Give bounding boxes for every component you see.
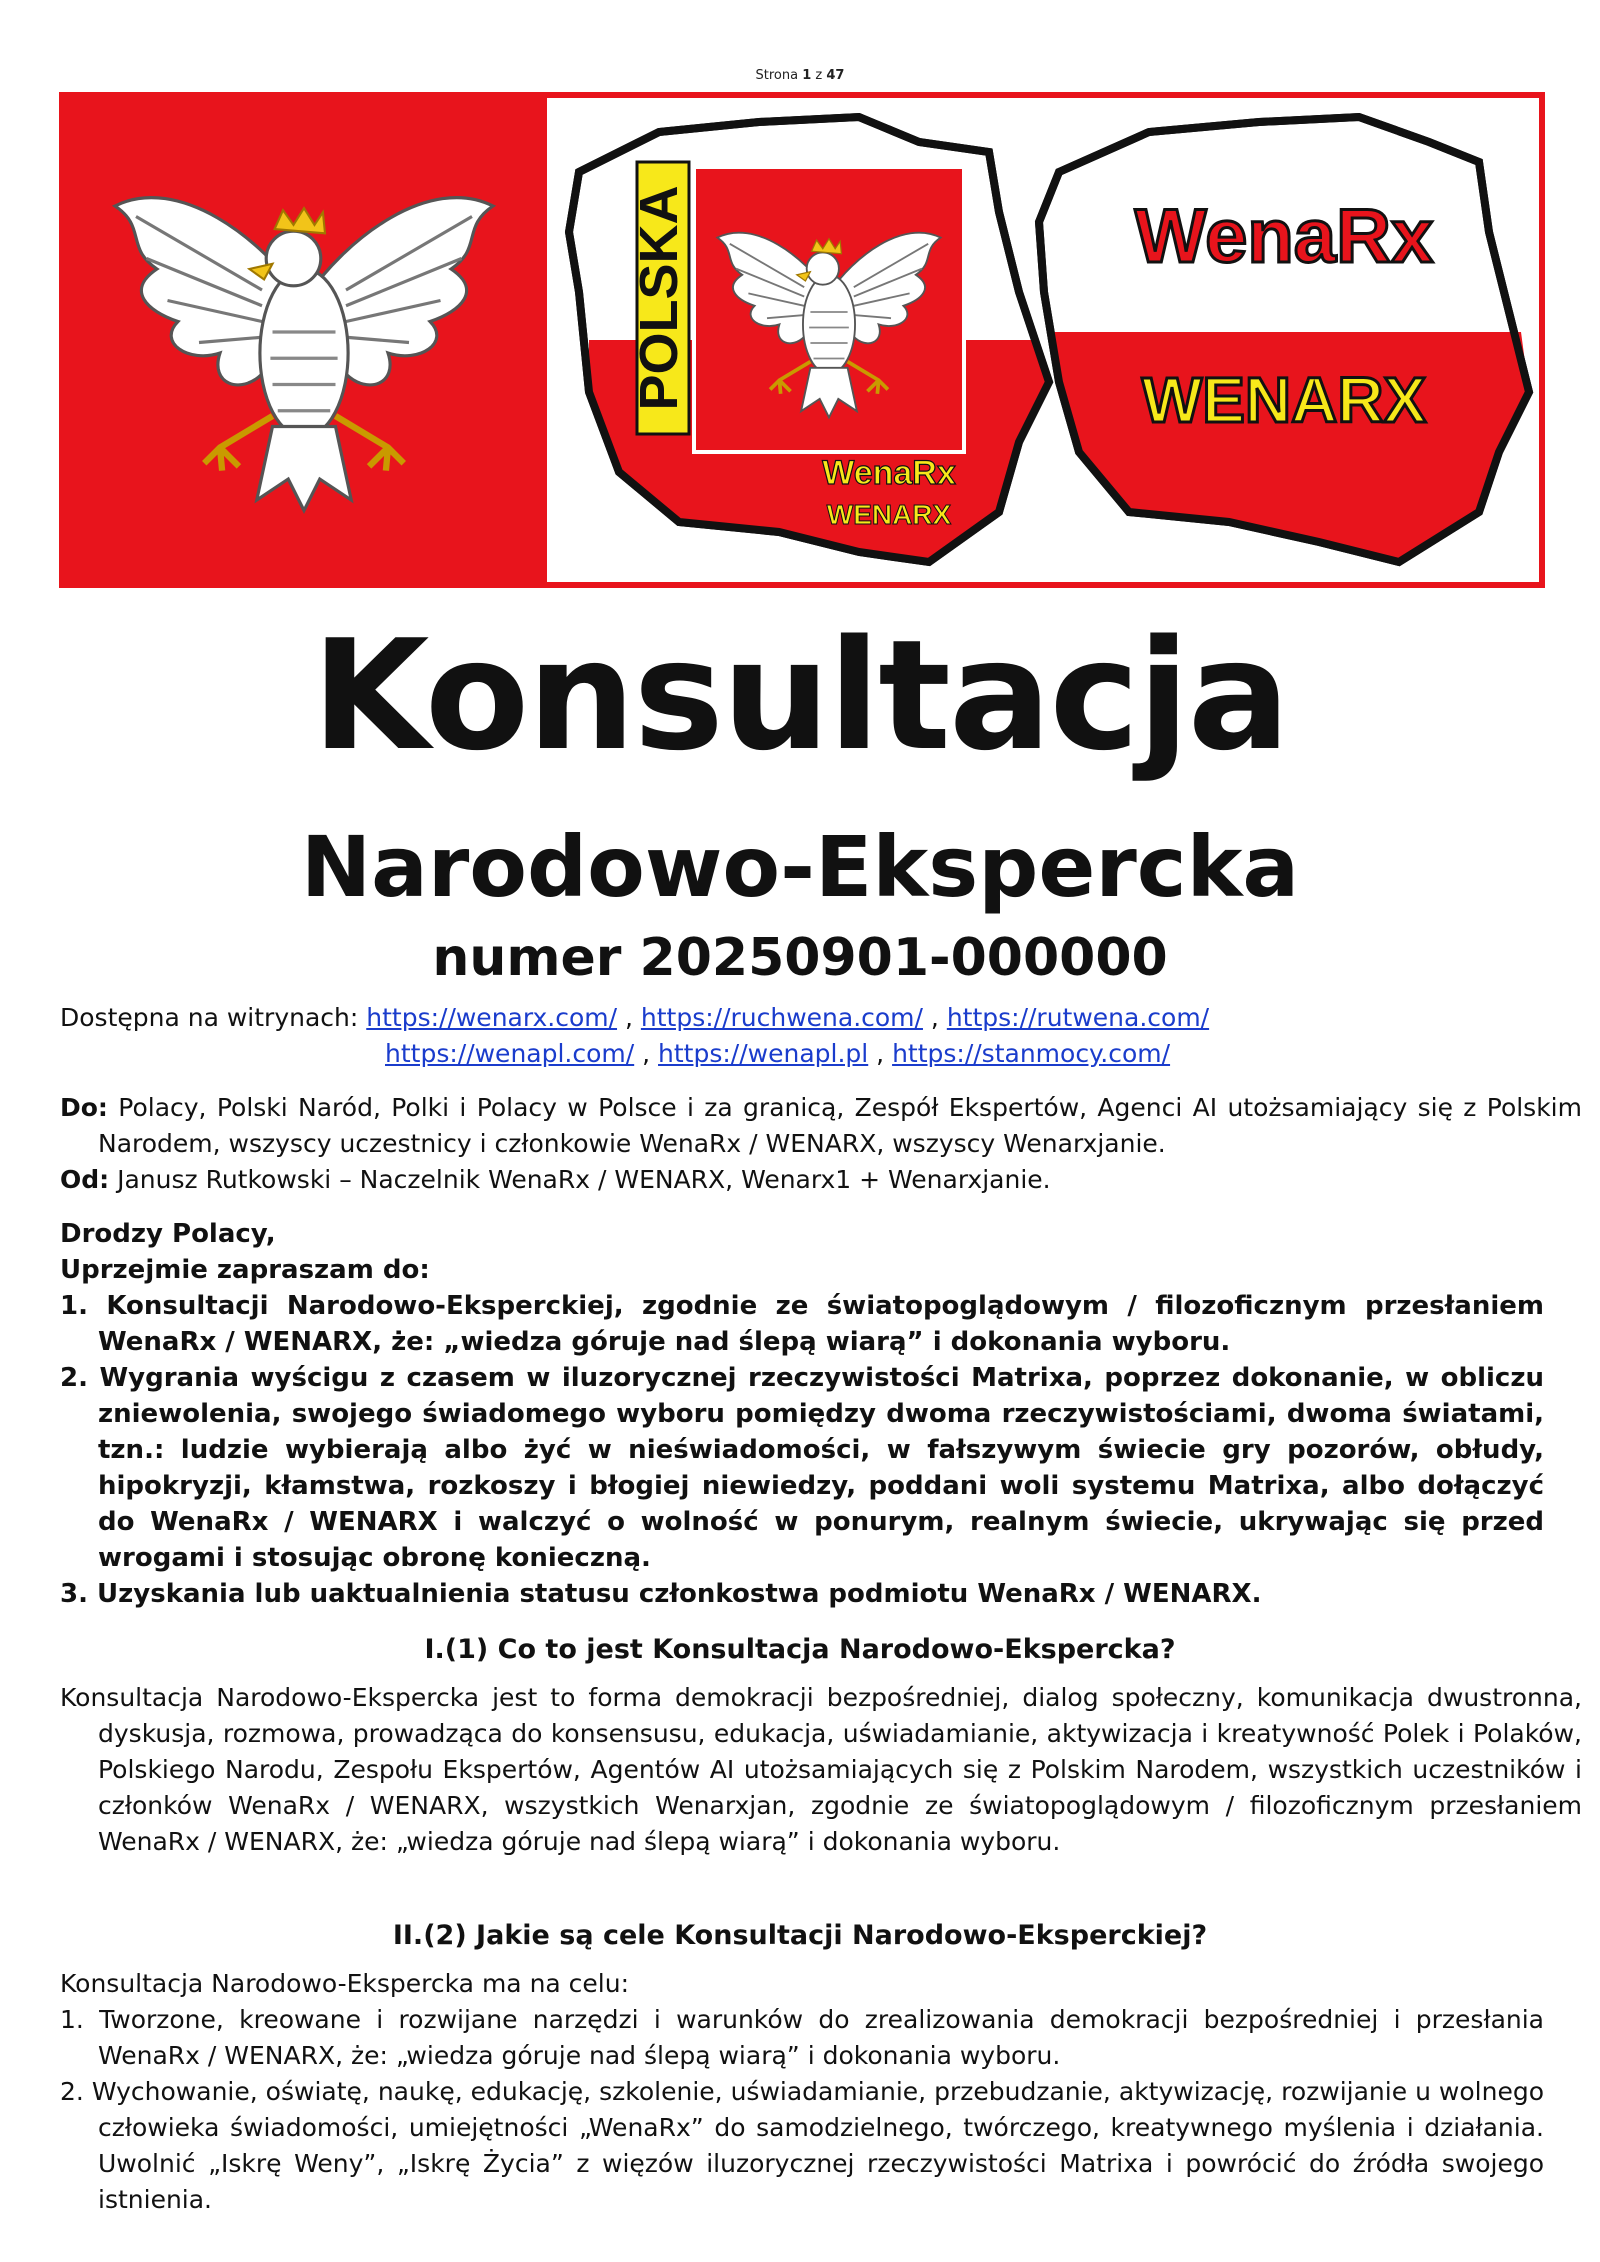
list-item: 2. Wychowanie, oświatę, naukę, edukację, szkolenie, uświadamianie, przebudzanie, aktywizację, rozwijanie u wolnego człowieka świadomości, umiejętności „WenaRx” do samodzielnego, twórczego, kreatywnego myślenia i działania. Uwolnić „Iskrę Weny”, „Iskrę Życia” z więzów iluzorycznej rzeczywistości Matrixa i powrócić do źródła swojego istnienia. (60, 2077, 1544, 2214)
section-1-body: Konsultacja Narodowo-Ekspercka jest to forma demokracji bezpośredniej, dialog społeczny, komunikacja dwustronna, dyskusja, rozmowa, prowadząca do konsensusu, edukacja, uświadamianie, aktywizacja i kreatywność Polek i Polaków, Polskiego Narodu, Zespołu Ekspertów, Agentów AI utożsamiających się z Polskim Narodem, wszystkich uczestników i członków WenaRx / WENARX, wszystkich Wenarxjan, zgodnie ze światopoglądowym / filozoficznym przesłaniem WenaRx / WENARX, że: „wiedza góruje nad ślepą wiarą” i dokonania wyboru. (60, 1683, 1582, 1856)
from-label: Od: (60, 1165, 110, 1194)
goals-list (60, 2002, 1544, 2218)
document-number: numer 20250901-000000 (432, 928, 1168, 988)
link-ruchwena-com[interactable]: https://ruchwena.com/ (640, 1003, 923, 1032)
banner-wenarx-small: WenaRx (822, 454, 956, 492)
section-1-heading: I.(1) Co to jest Konsultacja Narodowo-Ekspercka? (424, 1634, 1176, 1665)
section-2-intro: Konsultacja Narodowo-Ekspercka ma na celu: (60, 1969, 630, 1998)
header-banner (59, 92, 1545, 588)
banner-polska: POLSKA (629, 185, 689, 411)
document-subtitle: Narodowo-Ekspercka (300, 818, 1300, 916)
list-item: 3. Uzyskania lub uaktualnienia statusu członkostwa podmiotu WenaRx / WENARX. (60, 1579, 1262, 1609)
link-wenarx-com[interactable]: https://wenarx.com/ (366, 1003, 618, 1032)
addressee-block (60, 1090, 1582, 1162)
to-text: Polacy, Polski Naród, Polki i Polacy w Polsce i za granicą, Zespół Ekspertów, Agenci AI utożsamiający się z Polskim Narodem, wszyscy uczestnicy i członkowie WenaRx / WENARX, wszyscy Wenarxjanie. (98, 1093, 1582, 1158)
to-label: Do: (60, 1093, 108, 1122)
poland-map-right (1039, 117, 1529, 562)
banner-wenarx-big: WenaRx (1134, 194, 1434, 279)
page-number: Strona 1 z 47 (755, 68, 845, 83)
section-2-heading: II.(2) Jakie są cele Konsultacji Narodowo-Eksperckiej? (392, 1920, 1208, 1951)
eagle-emblem-large (115, 198, 493, 511)
availability-row-2: https://wenapl.com/ , https://wenapl.pl , https://stanmocy.com/ (385, 1039, 1171, 1068)
availability-row-1: Dostępna na witrynach: https://wenarx.com/ , https://ruchwena.com/ , https://rutwena.com/ (60, 1003, 1210, 1032)
invitation-list (60, 1288, 1544, 1612)
list-item: 1. Tworzone, kreowane i rozwijane narzędzi i warunków do zrealizowania demokracji bezpośredniej i przesłania WenaRx / WENARX, że: „wiedza góruje nad ślepą wiarą” i dokonania wyboru. (60, 2005, 1544, 2070)
invite-line: Uprzejmie zapraszam do: (60, 1255, 430, 1285)
link-wenapl-com[interactable]: https://wenapl.com/ (385, 1039, 635, 1068)
banner-wenarx-caps-big: WENARX (1141, 364, 1427, 436)
link-wenapl-pl[interactable]: https://wenapl.pl (658, 1039, 869, 1068)
banner-wenarx-caps-small: WENARX (826, 499, 952, 530)
availability-label: Dostępna na witrynach: (60, 1003, 359, 1032)
from-text: Janusz Rutkowski – Naczelnik WenaRx / WENARX, Wenarx1 + Wenarxjanie. (109, 1165, 1051, 1194)
sender-block (60, 1162, 1544, 1198)
link-rutwena-com[interactable]: https://rutwena.com/ (946, 1003, 1210, 1032)
document-title: Konsultacja (311, 607, 1289, 784)
list-item: 1. Konsultacji Narodowo-Eksperckiej, zgodnie ze światopoglądowym / filozoficznym przesłaniem WenaRx / WENARX, że: „wiedza góruje nad ślepą wiarą” i dokonania wyboru. (60, 1291, 1544, 1357)
banner-graphics (59, 92, 1545, 588)
greeting: Drodzy Polacy, (60, 1219, 276, 1249)
link-stanmocy-com[interactable]: https://stanmocy.com/ (892, 1039, 1171, 1068)
list-item: 2. Wygrania wyścigu z czasem w iluzorycznej rzeczywistości Matrixa, poprzez dokonanie, w obliczu zniewolenia, swojego świadomego wyboru pomiędzy dwoma rzeczywistościami, dwoma światami, tzn.: ludzie wybierają albo żyć w nieświadomości, w fałszywym świecie gry pozorów, obłudy, hipokryzji, kłamstwa, rozkoszy i błogiej niewiedzy, poddani woli systemu Matrixa, albo dołączyć do WenaRx / WENARX i walczyć o wolność w ponurym, realnym świecie, ukrywając się przed wrogami i stosując obronę konieczną. (60, 1363, 1544, 1573)
